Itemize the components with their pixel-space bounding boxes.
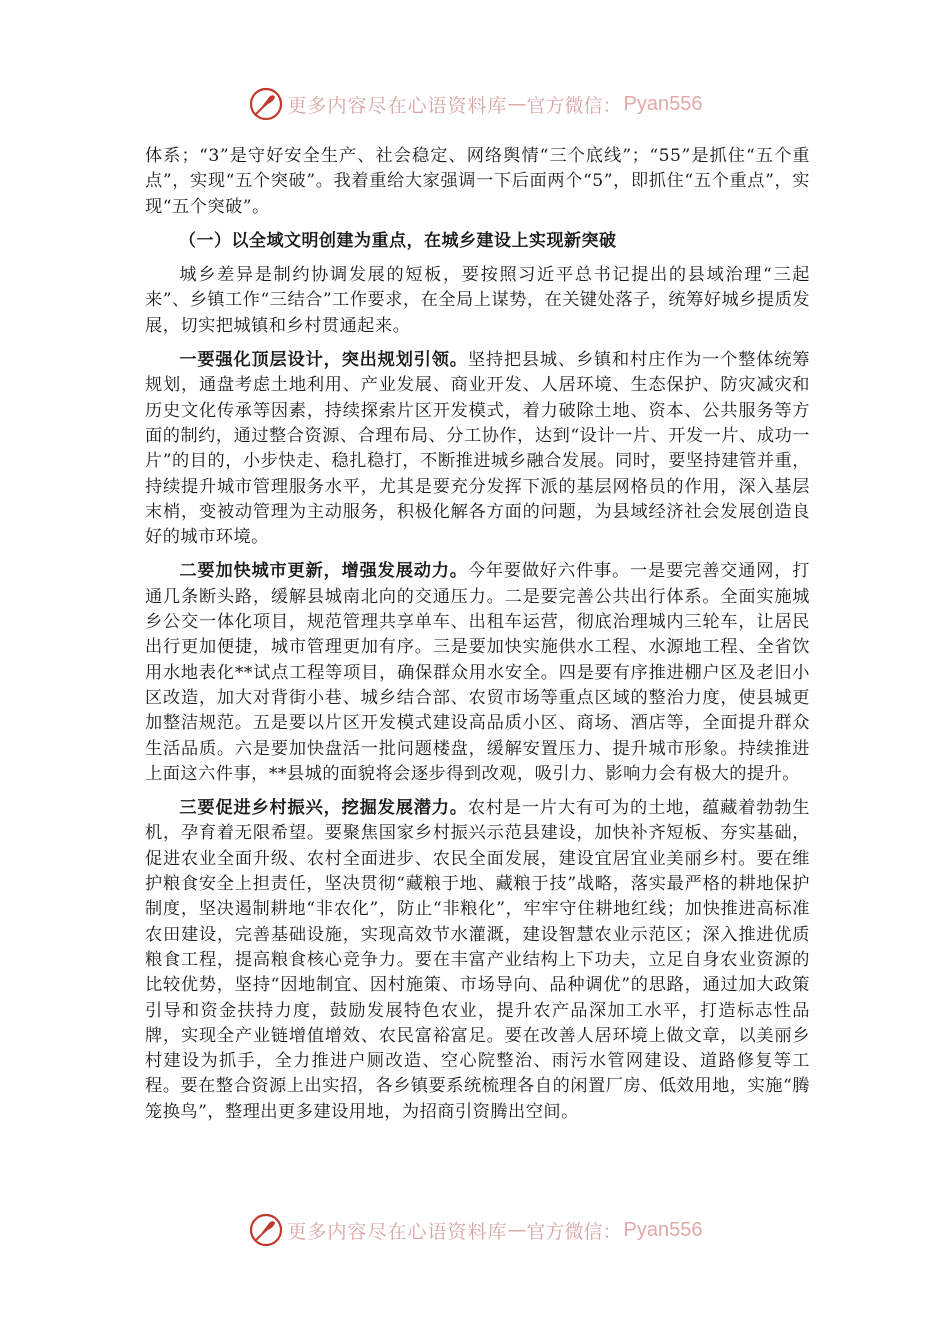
paragraph-lead: 一要强化顶层设计，突出规划引领。 [179,350,468,371]
banner-dash: — [507,93,527,115]
quill-logo-icon [248,1212,284,1248]
paragraph-rural-revitalization [145,796,810,1125]
header-watermark-banner [0,84,950,124]
paragraph-lead: 二要加快城市更新，增强发展动力。 [179,561,468,582]
footer-watermark-banner [0,1210,950,1250]
banner-text: 更多内容尽在心语资料库 [287,94,508,117]
quill-logo-icon [248,86,284,122]
section-heading: （一）以全域文明创建为重点，在城乡建设上实现新突破 [179,230,617,251]
paragraph-text: 农村是一片大有可为的土地，蕴藏着勃勃生机，孕育着无限希望。要聚焦国家乡村振兴示范县建设，加快补齐短板、夯实基础，促进农业全面升级、农村全面进步、农民全面发展，建设宜居宜业美丽乡村。要在维护粮食安全上担责任，坚决贯彻“藏粮于地、藏粮于技”战略，落实最严格的耕地保护制度，坚决遏制耕地“非农化”，防止“非粮化”，牢牢守住耕地红线；加快推进高标准农田建设，完善基础设施，实现高效节水灌溉，建设智慧农业示范区；深入推进优质粮食工程，提高粮食核心竞争力。要在丰富产业结构上下功夫，立足自身农业资源的比较优势，坚持“因地制宜、因村施策、市场导向、品种调优”的思路，通过加大政策引导和资金扶持力度，鼓励发展特色农业，提升农产品深加工水平，打造标志性品牌，实现全产业链增值增效、农民富裕富足。要在改善人居环境上做文章，以美丽乡村建设为抓手，全力推进户厕改造、空心院整治、雨污水管网建设、道路修复等工程。要在整合资源上出实招，各乡镇要系统梳理各自的闲置厂房、低效用地，实施“腾笼换鸟”，整理出更多建设用地，为招商引资腾出空间。 [145,798,810,1122]
paragraph-lead: 三要促进乡村振兴，挖掘发展潜力。 [179,798,468,819]
banner-dash: — [507,1219,527,1241]
paragraph-urban-renewal [145,559,810,787]
paragraph-continuation: 体系；“3”是守好安全生产、社会稳定、网络舆情“三个底线”；“55”是抓住“五个重点”，实现“五个突破”。我着重给大家强调一下后面两个“5”，即抓住“五个重点”，实现“五个突破”。 [145,146,810,217]
document-body [145,144,810,1134]
banner-wechat-label: 官方微信： [526,94,622,117]
paragraph-text: 今年要做好六件事。一是要完善交通网，打通几条断头路，缓解县城南北向的交通压力。二是要完善公共出行体系。全面实施城乡公交一体化项目，规范管理共享单车、出租车运营，彻底治理城内三轮车，让居民出行更加便捷，城市管理更加有序。三是要加快实施供水工程、水源地工程、全省饮用水地表化**试点工程等项目，确保群众用水安全。四是要有序推进棚户区及老旧小区改造，加大对背街小巷、城乡结合部、农贸市场等重点区域的整治力度，使县城更加整洁规范。五是要以片区开发模式建设高品质小区、商场、酒店等，全面提升群众生活品质。六是要加快盘活一批问题楼盘，缓解安置压力、提升城市形象。持续推进上面这六件事，**县城的面貌将会逐步得到改观，吸引力、影响力会有极大的提升。 [145,561,810,784]
paragraph-intro: 城乡差异是制约协调发展的短板，要按照习近平总书记提出的县域治理“三起来”、乡镇工作“三结合”工作要求，在全局上谋势，在关键处落子，统筹好城乡提质发展，切实把城镇和乡村贯通起来。 [145,265,810,336]
banner-wechat-label: 官方微信： [526,1220,622,1243]
banner-text: 更多内容尽在心语资料库 [287,1220,508,1243]
banner-wechat-id: Pyan556 [623,92,703,115]
paragraph-text: 坚持把县城、乡镇和村庄作为一个整体统筹规划，通盘考虑土地利用、产业发展、商业开发、人居环境、生态保护、防灾减灾和历史文化传承等因素，持续探索片区开发模式，着力破除土地、资本、公共服务等方面的制约，通过整合资源、合理布局、分工协作，达到“设计一片、开发一片、成功一片”的目的，小步快走、稳扎稳打，不断推进城乡融合发展。同时，要坚持建管并重，持续提升城市管理服务水平，尤其是要充分发挥下派的基层网格员的作用，深入基层末梢，变被动管理为主动服务，积极化解各方面的问题，为县域经济社会发展创造良好的城市环境。 [145,350,810,548]
banner-wechat-id: Pyan556 [623,1218,703,1241]
paragraph-planning [145,348,810,550]
